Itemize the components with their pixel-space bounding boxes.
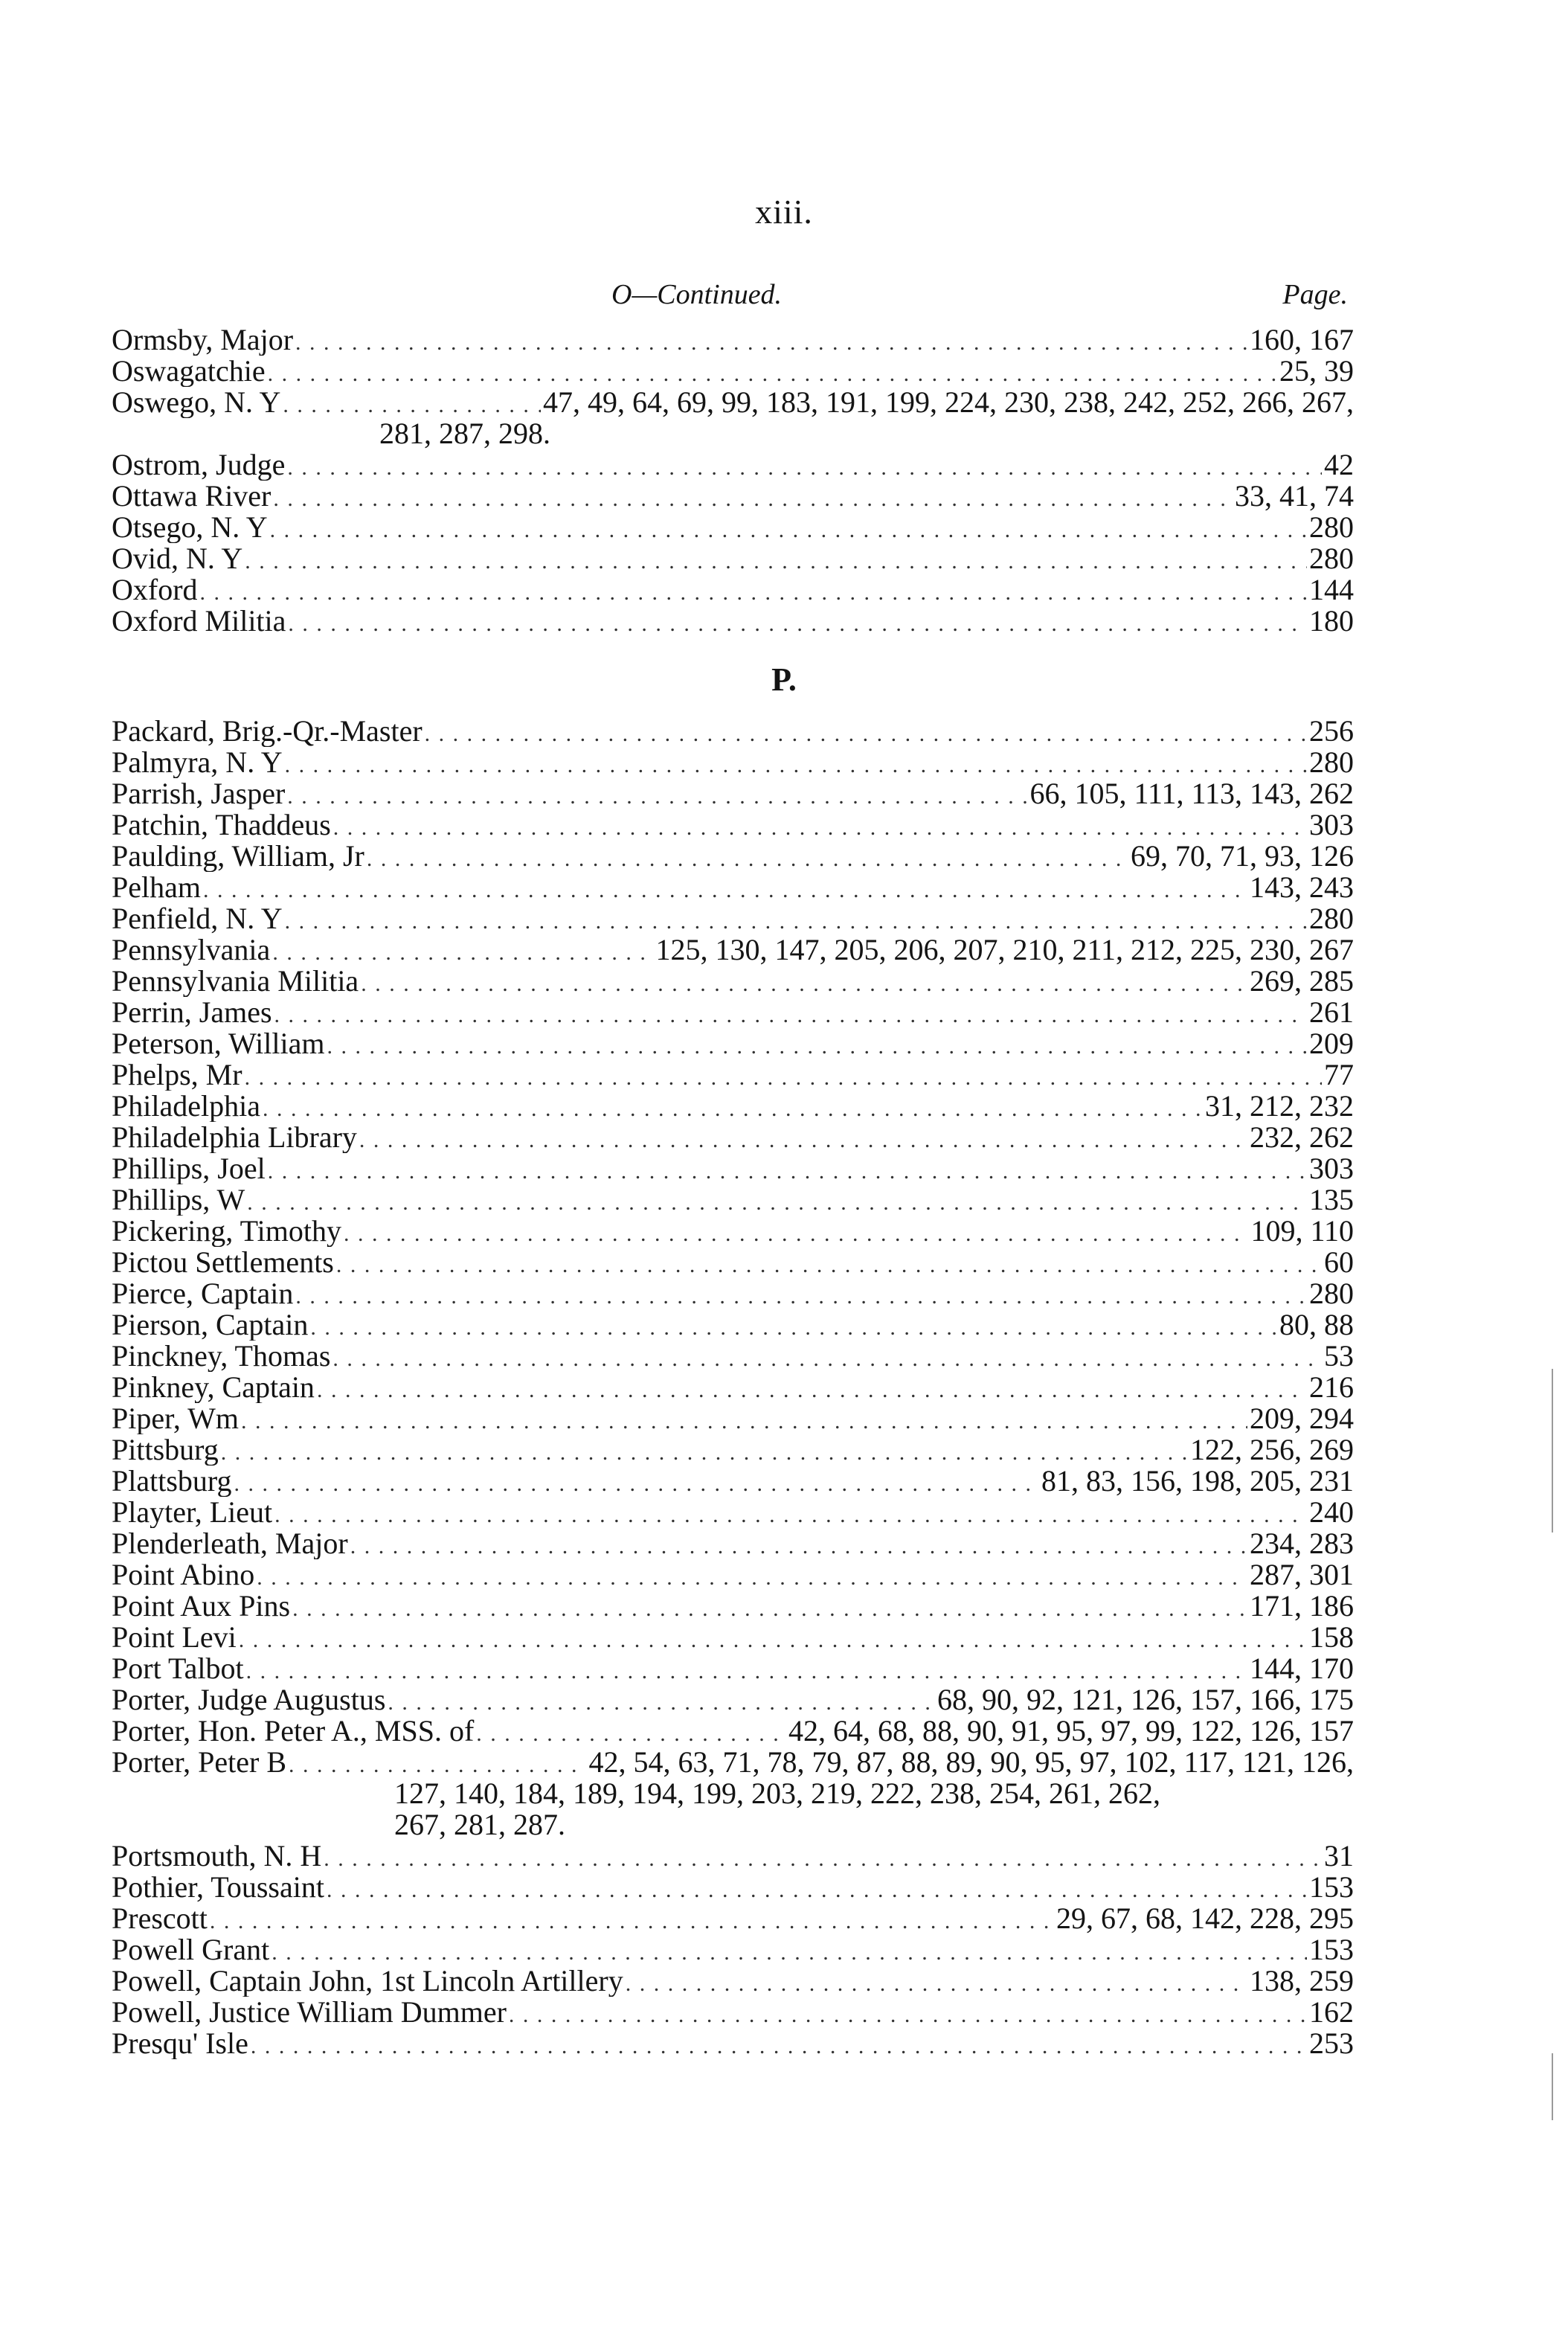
- dot-leader: [388, 1684, 935, 1716]
- entry-pages: 261: [1309, 997, 1354, 1028]
- dot-leader: [336, 1247, 1322, 1278]
- entry-name: Pinkney, Captain: [112, 1372, 315, 1403]
- entry-pages: 280: [1309, 1278, 1354, 1309]
- entry-pages-continuation: 281, 287, 298.: [379, 417, 550, 450]
- index-entry: [112, 1872, 1354, 1903]
- letter-heading-p: P.: [771, 661, 797, 698]
- entry-pages: 158: [1309, 1622, 1354, 1653]
- index-entry: [112, 809, 1354, 841]
- dot-leader: [234, 1466, 1039, 1497]
- dot-leader: [239, 1622, 1307, 1653]
- index-entry: [112, 872, 1354, 903]
- entry-pages: 109, 110: [1250, 1216, 1354, 1247]
- entry-pages: 280: [1309, 543, 1354, 574]
- entry-name: Ormsby, Major: [112, 324, 294, 356]
- dot-leader: [251, 2028, 1307, 2059]
- entry-pages: 209: [1309, 1028, 1354, 1059]
- entry-name: Pothier, Toussaint: [112, 1872, 324, 1903]
- index-entry: [112, 2028, 1354, 2059]
- index-section-p: [112, 716, 1354, 2059]
- dot-leader: [245, 543, 1307, 574]
- entry-pages: 303: [1309, 809, 1354, 841]
- dot-leader: [210, 1903, 1054, 1934]
- dot-leader: [268, 1153, 1307, 1184]
- entry-pages: 25, 39: [1279, 356, 1354, 387]
- entry-name: Pinckney, Thomas: [112, 1341, 331, 1372]
- index-entry: [112, 1184, 1354, 1216]
- entry-pages: 234, 283: [1250, 1528, 1354, 1559]
- entry-name: Ottawa River: [112, 481, 271, 512]
- entry-name: Palmyra, N. Y: [112, 747, 283, 778]
- dot-leader: [361, 966, 1247, 997]
- dot-leader: [270, 512, 1307, 543]
- entry-name: Pictou Settlements: [112, 1247, 334, 1278]
- entry-pages: 77: [1324, 1059, 1354, 1091]
- entry-name: Ostrom, Judge: [112, 449, 286, 481]
- entry-pages: 280: [1309, 512, 1354, 543]
- index-entry: [112, 387, 1354, 418]
- dot-leader: [292, 1591, 1247, 1622]
- index-entry: [112, 543, 1354, 574]
- entry-pages-continuation: 267, 281, 287.: [394, 1808, 565, 1841]
- entry-name: Powell Grant: [112, 1934, 270, 1965]
- dot-leader: [263, 1091, 1203, 1122]
- entry-pages: 269, 285: [1250, 966, 1354, 997]
- index-entry: [112, 1622, 1354, 1653]
- index-entry: [112, 1028, 1354, 1059]
- entry-name: Patchin, Thaddeus: [112, 809, 331, 841]
- dot-leader: [476, 1716, 786, 1747]
- dot-leader: [425, 716, 1307, 747]
- entry-name: Plenderleath, Major: [112, 1528, 348, 1559]
- entry-name: Playter, Lieut: [112, 1497, 273, 1528]
- dot-leader: [317, 1372, 1307, 1403]
- dot-leader: [310, 1309, 1277, 1341]
- dot-leader: [295, 1278, 1307, 1309]
- entry-name: Pennsylvania Militia: [112, 966, 359, 997]
- index-entry: [112, 1716, 1354, 1747]
- index-entry: [112, 1840, 1354, 1872]
- entry-name: Porter, Judge Augustus: [112, 1684, 386, 1716]
- dot-leader: [283, 387, 541, 418]
- entry-pages: 232, 262: [1250, 1122, 1354, 1153]
- entry-pages: 143, 243: [1250, 872, 1354, 903]
- index-entry: [112, 1934, 1354, 1965]
- dot-leader: [273, 481, 1233, 512]
- entry-pages: 280: [1309, 747, 1354, 778]
- index-entry: [112, 1653, 1354, 1684]
- index-entry: [112, 778, 1354, 809]
- dot-leader: [272, 934, 653, 966]
- dot-leader: [327, 1872, 1307, 1903]
- index-entry: [112, 481, 1354, 512]
- entry-name: Phelps, Mr: [112, 1059, 242, 1091]
- entry-pages: 144, 170: [1250, 1653, 1354, 1684]
- dot-leader: [287, 778, 1027, 809]
- entry-name: Porter, Peter B: [112, 1747, 287, 1778]
- dot-leader: [344, 1216, 1249, 1247]
- entry-name: Powell, Justice William Dummer: [112, 1997, 507, 2028]
- entry-pages: 138, 259: [1250, 1965, 1354, 1997]
- entry-pages: 66, 105, 111, 113, 143, 262: [1029, 778, 1354, 809]
- index-entry: [112, 1997, 1354, 2028]
- index-entry: [112, 1559, 1354, 1591]
- entry-pages: 68, 90, 92, 121, 126, 157, 166, 175: [937, 1684, 1354, 1716]
- entry-name: Powell, Captain John, 1st Lincoln Artillery: [112, 1965, 623, 1997]
- entry-name: Packard, Brig.-Qr.-Master: [112, 716, 422, 747]
- dot-leader: [295, 324, 1247, 356]
- index-entry: [112, 966, 1354, 997]
- dot-leader: [287, 449, 1322, 481]
- entry-name: Plattsburg: [112, 1466, 232, 1497]
- entry-name: Perrin, James: [112, 997, 272, 1028]
- index-entry: [112, 1591, 1354, 1622]
- entry-pages: 253: [1309, 2028, 1354, 2059]
- dot-leader: [285, 903, 1307, 934]
- entry-name: Piper, Wm: [112, 1403, 239, 1434]
- index-entry: [112, 1278, 1354, 1309]
- index-entry: [112, 1528, 1354, 1559]
- entry-name: Peterson, William: [112, 1028, 325, 1059]
- index-entry: [112, 1341, 1354, 1372]
- dot-leader: [241, 1403, 1247, 1434]
- entry-name: Point Levi: [112, 1622, 237, 1653]
- dot-leader: [288, 606, 1307, 637]
- entry-name: Oxford: [112, 574, 198, 606]
- entry-name: Portsmouth, N. H: [112, 1840, 322, 1872]
- entry-pages: 69, 70, 71, 93, 126: [1131, 841, 1354, 872]
- entry-pages: 209, 294: [1250, 1403, 1354, 1434]
- dot-leader: [257, 1559, 1247, 1591]
- entry-name: Philadelphia Library: [112, 1122, 357, 1153]
- dot-leader: [203, 872, 1247, 903]
- entry-name: Phillips, Joel: [112, 1153, 266, 1184]
- index-entry: [112, 1091, 1354, 1122]
- entry-name: Pickering, Timothy: [112, 1216, 341, 1247]
- entry-pages: 153: [1309, 1872, 1354, 1903]
- scan-margin-mark: [1552, 1369, 1553, 1533]
- index-entry: [112, 1372, 1354, 1403]
- dot-leader: [221, 1434, 1188, 1466]
- dot-leader: [324, 1840, 1322, 1872]
- index-entry: [112, 1403, 1354, 1434]
- entry-name: Penfield, N. Y: [112, 903, 283, 934]
- dot-leader: [268, 356, 1277, 387]
- dot-leader: [285, 747, 1307, 778]
- index-entry: [112, 934, 1354, 966]
- index-entry: [112, 606, 1354, 637]
- dot-leader: [271, 1934, 1307, 1965]
- entry-pages: 160, 167: [1250, 324, 1354, 356]
- entry-pages: 31, 212, 232: [1205, 1091, 1354, 1122]
- index-entry: [112, 1059, 1354, 1091]
- entry-pages: 80, 88: [1279, 1309, 1354, 1341]
- entry-pages: 153: [1309, 1934, 1354, 1965]
- dot-leader: [359, 1122, 1247, 1153]
- index-entry: [112, 1153, 1354, 1184]
- entry-pages: 303: [1309, 1153, 1354, 1184]
- dot-leader: [289, 1747, 586, 1778]
- index-entry: [112, 574, 1354, 606]
- entry-pages: 162: [1309, 1997, 1354, 2028]
- entry-name: Point Abino: [112, 1559, 255, 1591]
- entry-name: Pierson, Captain: [112, 1309, 309, 1341]
- index-entry: [112, 1466, 1354, 1497]
- index-entry: [112, 1965, 1354, 1997]
- dot-leader: [246, 1653, 1247, 1684]
- dot-leader: [350, 1528, 1247, 1559]
- index-entry: [112, 324, 1354, 356]
- entry-name: Presqu' Isle: [112, 2028, 248, 2059]
- dot-leader: [200, 574, 1307, 606]
- entry-name: Parrish, Jasper: [112, 778, 286, 809]
- entry-pages: 171, 186: [1250, 1591, 1354, 1622]
- dot-leader: [367, 841, 1128, 872]
- entry-name: Oxford Militia: [112, 606, 286, 637]
- entry-name: Oswagatchie: [112, 356, 266, 387]
- entry-pages: 122, 256, 269: [1190, 1434, 1354, 1466]
- entry-pages: 287, 301: [1250, 1559, 1354, 1591]
- index-entry: [112, 1122, 1354, 1153]
- entry-name: Pelham: [112, 872, 201, 903]
- index-entry: [112, 841, 1354, 872]
- dot-leader: [327, 1028, 1307, 1059]
- page-column-label: Page.: [1282, 279, 1348, 310]
- entry-pages: 256: [1309, 716, 1354, 747]
- index-entry: [112, 1747, 1354, 1778]
- entry-name: Philadelphia: [112, 1091, 260, 1122]
- entry-pages: 42: [1324, 449, 1354, 481]
- section-heading: [112, 278, 1354, 314]
- dot-leader: [245, 1059, 1322, 1091]
- index-entry: [112, 1684, 1354, 1716]
- entry-pages: 125, 130, 147, 205, 206, 207, 210, 211, 212, 225, 230, 267: [655, 934, 1354, 966]
- entry-name: Phillips, W: [112, 1184, 245, 1216]
- index-entry: [112, 1434, 1354, 1466]
- entry-name: Pierce, Captain: [112, 1278, 294, 1309]
- entry-name: Pittsburg: [112, 1434, 219, 1466]
- index-entry: [112, 1216, 1354, 1247]
- entry-pages: 180: [1309, 606, 1354, 637]
- index-entry: [112, 1247, 1354, 1278]
- index-entry: [112, 512, 1354, 543]
- index-entry: [112, 356, 1354, 387]
- index-entry: [112, 997, 1354, 1028]
- entry-pages: 31: [1324, 1840, 1354, 1872]
- index-entry: [112, 1497, 1354, 1528]
- dot-leader: [274, 997, 1307, 1028]
- entry-name: Oswego, N. Y: [112, 387, 281, 418]
- entry-name: Port Talbot: [112, 1653, 244, 1684]
- index-section-o: [112, 324, 1354, 637]
- entry-name: Porter, Hon. Peter A., MSS. of: [112, 1716, 475, 1747]
- entry-pages: 42, 64, 68, 88, 90, 91, 95, 97, 99, 122, 126, 157: [788, 1716, 1354, 1747]
- entry-name: Ovid, N. Y: [112, 543, 243, 574]
- index-entry: [112, 903, 1354, 934]
- entry-name: Pennsylvania: [112, 934, 271, 966]
- index-entry: [112, 747, 1354, 778]
- dot-leader: [509, 1997, 1307, 2028]
- entry-pages: 144: [1309, 574, 1354, 606]
- index-entry: [112, 716, 1354, 747]
- page-number: xiii.: [755, 193, 813, 231]
- index-entry: [112, 449, 1354, 481]
- entry-name: Point Aux Pins: [112, 1591, 291, 1622]
- entry-name: Otsego, N. Y: [112, 512, 268, 543]
- entry-name: Paulding, William, Jr: [112, 841, 364, 872]
- entry-pages: 42, 54, 63, 71, 78, 79, 87, 88, 89, 90, 95, 97, 102, 117, 121, 126,: [588, 1747, 1354, 1778]
- entry-pages: 81, 83, 156, 198, 205, 231: [1041, 1466, 1354, 1497]
- dot-leader: [332, 1341, 1322, 1372]
- scan-margin-mark: [1552, 2053, 1553, 2120]
- entry-pages: 53: [1324, 1341, 1354, 1372]
- dot-leader: [274, 1497, 1307, 1528]
- entry-pages: 135: [1309, 1184, 1354, 1216]
- entry-pages: 47, 49, 64, 69, 99, 183, 191, 199, 224, 230, 238, 242, 252, 266, 267,: [543, 387, 1354, 418]
- entry-name: Prescott: [112, 1903, 208, 1934]
- entry-pages: 216: [1309, 1372, 1354, 1403]
- dot-leader: [247, 1184, 1307, 1216]
- index-entry: [112, 1903, 1354, 1934]
- entry-pages: 240: [1309, 1497, 1354, 1528]
- entry-pages: 33, 41, 74: [1235, 481, 1354, 512]
- section-continued-label: O—Continued.: [611, 279, 783, 310]
- entry-pages: 29, 67, 68, 142, 228, 295: [1056, 1903, 1354, 1934]
- entry-pages: 280: [1309, 903, 1354, 934]
- index-entry: [112, 1309, 1354, 1341]
- dot-leader: [626, 1965, 1247, 1997]
- dot-leader: [333, 809, 1307, 841]
- entry-pages: 60: [1324, 1247, 1354, 1278]
- entry-pages-continuation: 127, 140, 184, 189, 194, 199, 203, 219, 222, 238, 254, 261, 262,: [394, 1777, 1160, 1810]
